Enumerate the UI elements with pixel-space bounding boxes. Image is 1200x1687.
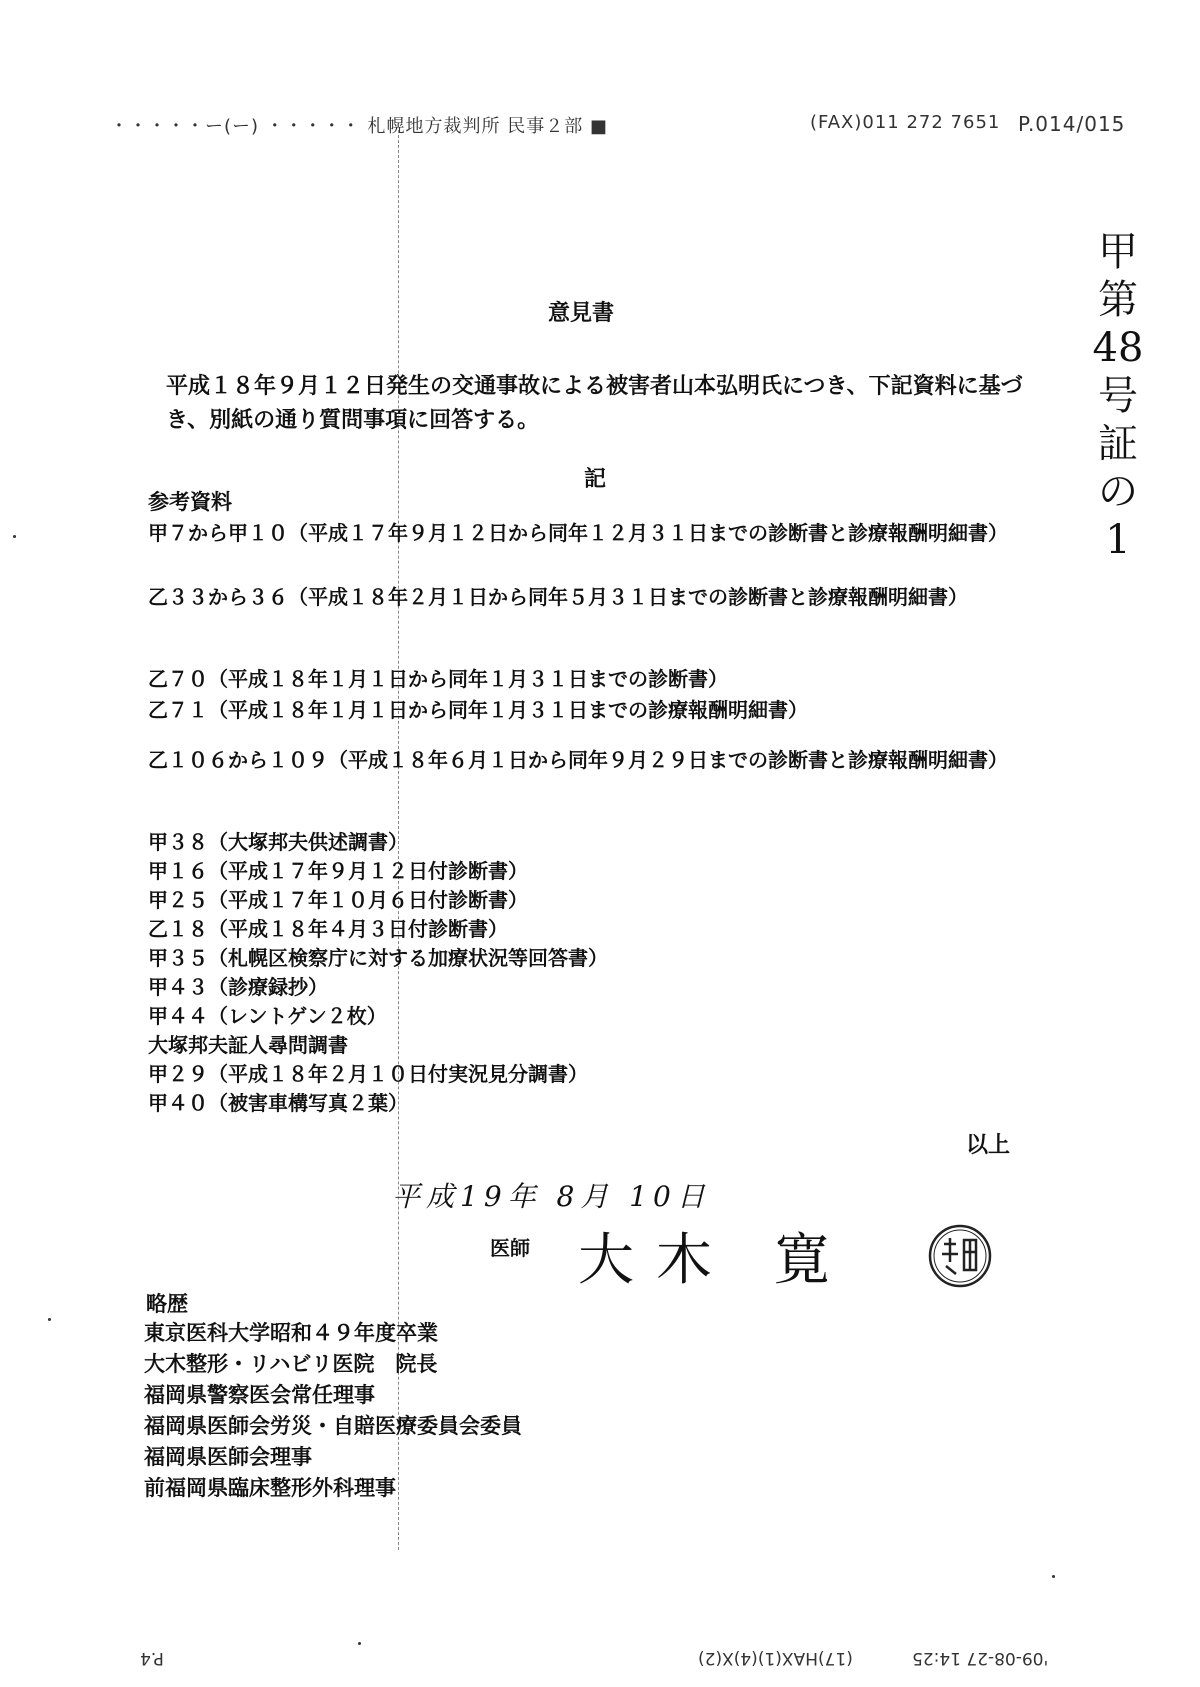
exhibit-char: の: [1098, 469, 1138, 515]
career-item: 福岡県医師会労災・自賠医療委員会委員: [144, 1414, 522, 1438]
fax-header: [110, 112, 1160, 138]
career-item: 大木整形・リハビリ医院 院長: [144, 1352, 438, 1376]
references-label: 参考資料: [148, 490, 232, 514]
reference-item: 甲２９（平成１８年２月１０日付実況見分調書）: [148, 1062, 588, 1086]
reference-item: 甲４３（診療録抄）: [148, 975, 328, 999]
handwritten-date: 平成19年 8月 10日: [392, 1180, 711, 1213]
reference-item: 甲４０（被害車構写真２葉）: [148, 1091, 408, 1115]
reference-item: 乙７１（平成１８年１月１日から同年１月３１日までの診療報酬明細書）: [148, 698, 808, 722]
scan-speck: [13, 535, 16, 538]
reference-item: 乙１８（平成１８年４月３日付診断書）: [148, 917, 508, 941]
exhibit-char: 第: [1098, 277, 1138, 323]
reference-item: 甲２５（平成１７年１０月６日付診断書）: [148, 888, 528, 912]
personal-seal-icon: [926, 1222, 994, 1290]
career-item: 福岡県医師会理事: [144, 1445, 312, 1469]
reference-item: 大塚邦夫証人尋問調書: [148, 1033, 348, 1057]
reference-item: 乙３３から３６（平成１８年２月１日から同年５月３１日までの診断書と診療報酬明細書）: [148, 585, 968, 609]
exhibit-char: 1: [1105, 517, 1131, 563]
exhibit-mark: [1088, 228, 1148, 564]
fax-page-number: P.014/015: [1018, 112, 1126, 136]
footer-page: P.4: [140, 1648, 164, 1668]
reference-item: 乙１０６から１０９（平成１８年６月１日から同年９月２９日までの診断書と診療報酬明細書）: [148, 748, 1008, 772]
scan-speck: [358, 1642, 361, 1645]
reference-item: 甲３５（札幌区検察庁に対する加療状況等回答書）: [148, 946, 608, 970]
intro-paragraph: 平成１８年９月１２日発生の交通事故による被害者山本弘明氏につき、下記資料に基づき、別紙の通り質問事項に回答する。: [166, 374, 1023, 433]
exhibit-char: 証: [1098, 421, 1138, 467]
document-title: 意見書: [548, 301, 615, 326]
footer-timestamp: '09-08-27 14:25: [912, 1648, 1049, 1668]
career-label: 略歴: [146, 1292, 188, 1316]
reference-item: 甲３８（大塚邦夫供述調書）: [148, 830, 408, 854]
footer-fax-code: (17)HAX(1)(4)X(2): [698, 1648, 853, 1668]
fax-number: (FAX)011 272 7651: [810, 112, 1001, 133]
career-item: 前福岡県臨床整形外科理事: [144, 1476, 396, 1500]
reference-item: 甲１６（平成１７年９月１２日付診断書）: [148, 859, 528, 883]
fax-header-sender: ・・・・・ー(ー) ・・・・・ 札幌地方裁判所 民事２部 ■: [110, 116, 608, 137]
exhibit-char: 48: [1092, 325, 1144, 371]
doctor-label: 医師: [490, 1236, 530, 1260]
scan-speck: [1052, 1575, 1055, 1578]
doctor-signature: 大木 寛: [578, 1228, 852, 1293]
reference-item: 甲４４（レントゲン２枚）: [148, 1004, 387, 1028]
career-item: 福岡県警察医会常任理事: [144, 1383, 375, 1407]
exhibit-char: 号: [1098, 373, 1138, 419]
closing-ijou: 以上: [966, 1133, 1011, 1158]
career-item: 東京医科大学昭和４９年度卒業: [144, 1321, 438, 1345]
reference-item: 甲７から甲１０（平成１７年９月１２日から同年１２月３１日までの診断書と診療報酬明細書）: [148, 521, 1008, 545]
exhibit-char: 甲: [1098, 229, 1138, 275]
ki-heading: 記: [584, 467, 607, 492]
scan-speck: [48, 1318, 51, 1321]
reference-item: 乙７０（平成１８年１月１日から同年１月３１日までの診断書）: [148, 667, 728, 691]
